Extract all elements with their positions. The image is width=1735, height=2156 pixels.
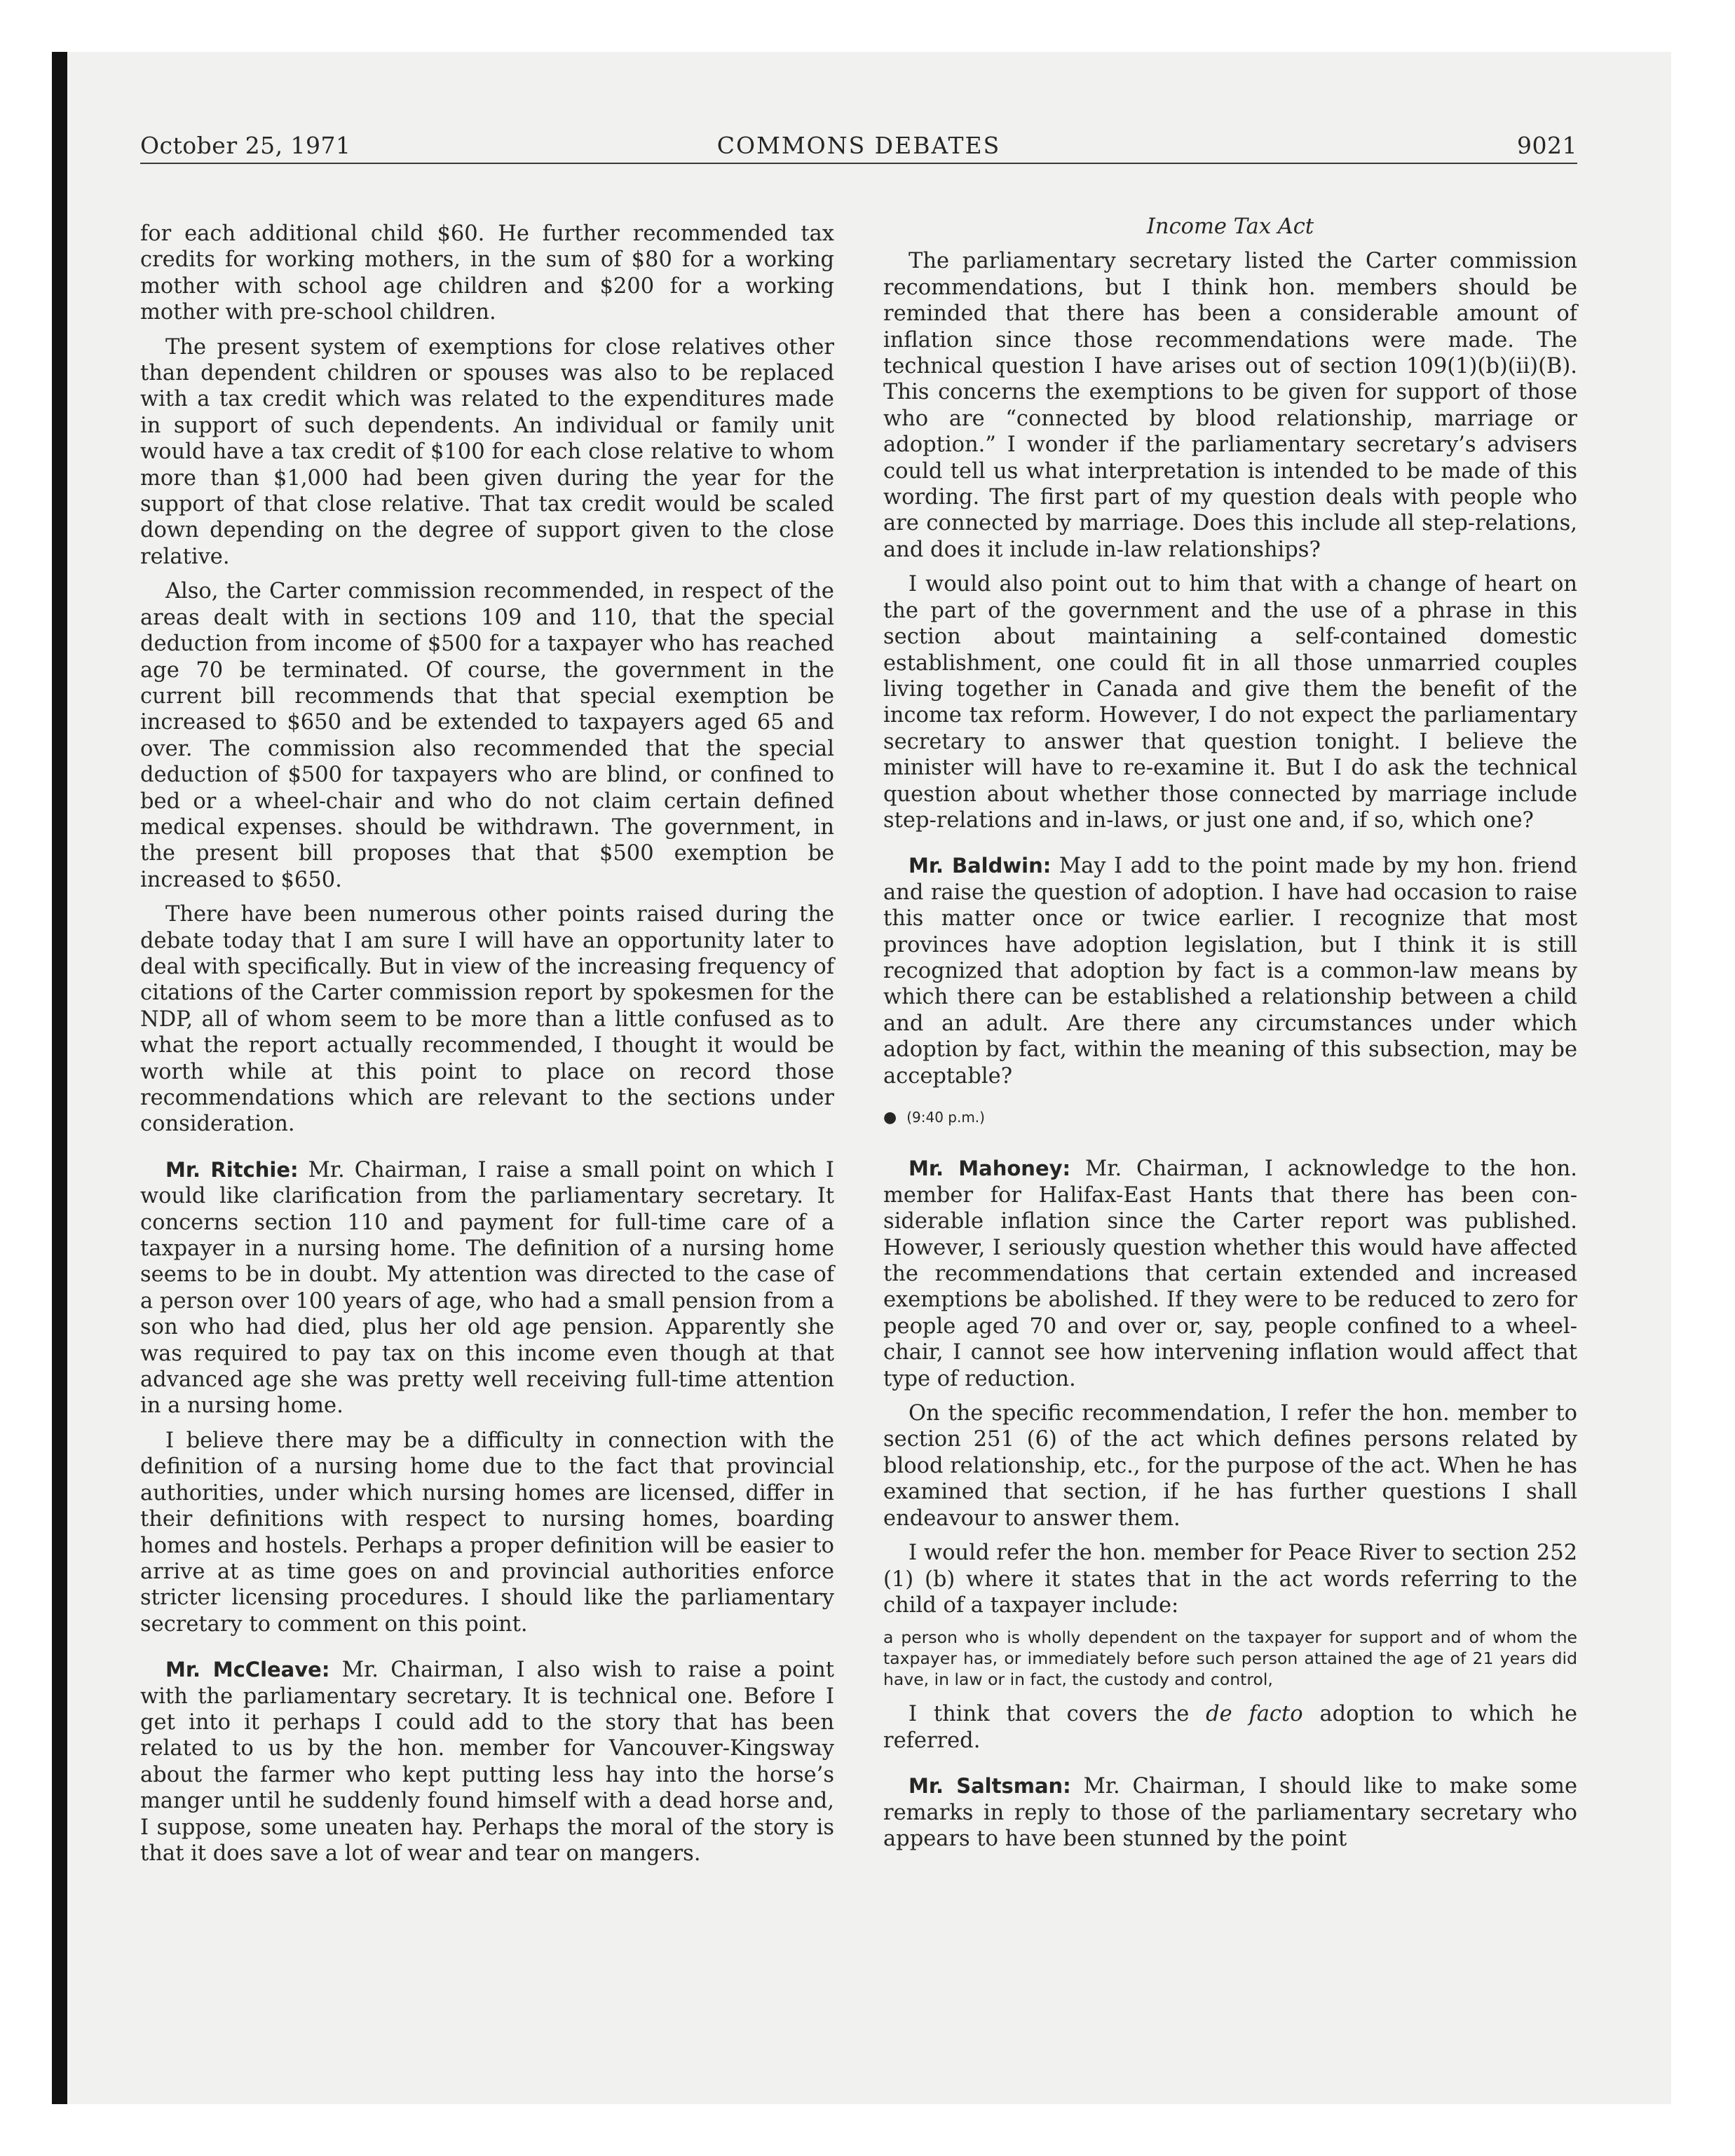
time-marker xyxy=(883,1105,1577,1131)
left-column xyxy=(140,221,834,1875)
paragraph: I would refer the hon. member for Peace River to section 252 (1) (b) where it states that in the act words referring to the child of a taxpayer include: xyxy=(883,1541,1577,1618)
header-date: October 25, 1971 xyxy=(140,132,351,159)
time-marker-text: (9:40 p.m.) xyxy=(906,1109,985,1126)
speaker-name: Mr. Baldwin: xyxy=(909,854,1052,878)
paragraph: Also, the Carter commission recommended, in respect of the areas dealt with in sections 109 and 110, that the special deduction from income of $500 for a taxpayer who has reached age 70 be terminated. Of course, the government in the current bill recommends that that special exemption be increased to $650 and be extended to taxpayers aged 65 and over. The commission also recommended that the special deduction of $500 for taxpayers who are blind, or confined to bed or a wheel-chair and who do not claim certain defined medical expenses. should be withdrawn. The government, in the present bill proposes that that $500 exemption be increased to $650. xyxy=(140,579,834,892)
paragraph: The parliamentary secretary listed the Carter commission recommendations, but I think hon. members should be reminded that there has been a considerable amount of inflation since those recommendations were made. The technical question I have arises out of section 109(1)(b)(ii)(B). This concerns the exemptions to be given for support of those who are “connected by blood relationship, marriage or adoption.” I wonder if the parliamentary secretary’s advisers could tell us what interpretation is intended to be made of this wording. The first part of my question deals with people who are connected by marriage. Does this include all step-relations, and does it include in-law relationships? xyxy=(883,249,1577,562)
header-publication: COMMONS DEBATES xyxy=(716,132,1001,159)
block-quote: a person who is wholly dependent on the taxpayer for support and of whom the taxpayer has, or immediately before such person attained the age of 21 years did have, in law or in fact, the custody and control, xyxy=(883,1628,1577,1690)
speaker-name: Mr. Ritchie: xyxy=(165,1157,299,1182)
section-heading: Income Tax Act xyxy=(1146,214,1314,239)
running-header xyxy=(140,126,1577,164)
speech-text: Mr. Chairman, I should like to make some remarks in reply to those of the parliamentary secretary who appears to have been stunned by the point xyxy=(883,1774,1577,1851)
paragraph xyxy=(883,1701,1577,1754)
hansard-page xyxy=(140,126,1577,2061)
speech-saltsman xyxy=(883,1773,1577,1852)
speech-ritchie xyxy=(140,1157,834,1419)
speech-mccleave xyxy=(140,1657,834,1867)
speech-text: Mr. Chairman, I raise a small point on which I would like clarification from the parliamentary secretary. It concerns section 110 and payment for full-time care of a taxpayer in a nursing home. The definition of a nursing home seems to be in doubt. My attention was directed to the case of a person over 100 years of age, who had a small pension from a son who had died, plus her old age pension. Apparently she was required to pay tax on this income even though at that advanced age she was pretty well receiving full-time attention in a nursing home. xyxy=(140,1157,834,1419)
speaker-name: Mr. Mahoney: xyxy=(909,1157,1071,1181)
speaker-name: Mr. McCleave: xyxy=(165,1658,330,1682)
paragraph: I believe there may be a difficulty in connection with the definition of a nursing home due to the fact that provincial authorities, under which nursing homes are licensed, differ in their definitions with respect to nursing homes, boarding homes and hostels. Perhaps a proper definition will be easier to arrive at as time goes on and provincial authorities enforce stricter licensing procedures. I should like the parliamentary secretary to comment on this point. xyxy=(140,1428,834,1637)
speech-mahoney xyxy=(883,1156,1577,1392)
paragraph: There have been numerous other points raised during the debate today that I am sure I will have an opportunity later to deal with specifically. But in view of the increasing frequency of citations of the Carter commission report by spokesmen for the NDP, all of whom seem to be more than a little confused as to what the report actually recommended, I thought it would be worth while at this point to place on record those recommendations which are relevant to the sections under consideration. xyxy=(140,902,834,1137)
right-column xyxy=(883,214,1577,1860)
text-run: adoption to which he referred. xyxy=(883,1702,1577,1753)
scan-border-edge xyxy=(52,52,67,2104)
speech-text: May I add to the point made by my hon. friend and raise the question of adoption. I have had occasion to raise this matter once or twice earlier. I recognize that most provinces have adoption legislation, but I think it is still recognized that adoption by fact is a common-law means by which there can be established a relationship between a child and an adult. Are there any circumstances under which adoption by fact, within the meaning of this subsection, may be acceptable? xyxy=(883,854,1577,1089)
paragraph: On the specific recommendation, I refer the hon. member to section 251 (6) of the act which defines persons related by blood relationship, etc., for the purpose of the act. When he has examined that section, if he has further questions I shall endeavour to answer them. xyxy=(883,1401,1577,1531)
speech-text: Mr. Chairman, I acknowledge to the hon. member for Halifax-East Hants that there has been considerable inflation since the Carter report was published. However, I seriously question whether this would have affected the recommendations that certain extended and increased exemptions be abolished. If they were to be reduced to zero for people aged 70 and over or, say, people confined to a wheel-chair, I cannot see how intervening inflation would affect that type of reduction. xyxy=(883,1157,1577,1391)
speech-baldwin xyxy=(883,853,1577,1089)
bullet-icon: ● xyxy=(883,1109,897,1126)
paragraph: I would also point out to him that with a change of heart on the part of the government and the use of a phrase in this section about maintaining a self-contained domestic establishment, one could fit in all those unmarried couples living together in Canada and give them the benefit of the income tax reform. However, I do not expect the parliamentary secretary to answer that question tonight. I believe the minister will have to re-examine it. But I do ask the technical question about whether those connected by marriage include step-relations and in-laws, or just one and, if so, which one? xyxy=(883,572,1577,833)
italic-term: de facto xyxy=(1206,1702,1303,1727)
speech-text: Mr. Chairman, I also wish to raise a point with the parliamentary secretary. It is technical one. Before I get into it perhaps I could add to the story that has been related to us by the hon. member for Vancouver-Kingsway about the farmer who kept putting less hay into the horse’s manger until he suddenly found himself with a dead horse and, I suppose, some uneaten hay. Perhaps the moral of the story is that it does save a lot of wear and tear on mangers. xyxy=(140,1658,834,1866)
speaker-name: Mr. Saltsman: xyxy=(909,1774,1071,1799)
text-run: I think that covers the xyxy=(909,1702,1206,1727)
header-page-number: 9021 xyxy=(1517,132,1577,159)
paragraph: The present system of exemptions for close relatives other than dependent children or spouses was also to be replaced with a tax credit which was related to the expenditures made in support of such dependents. An individual or family unit would have a tax credit of $100 for each close relative to whom more than $1,000 had been given during the year for the support of that close relative. That tax credit would be scaled down depending on the degree of support given to the close relative. xyxy=(140,334,834,569)
paragraph: for each additional child $60. He further recommended tax credits for working mothers, in the sum of $80 for a working mother with school age children and $200 for a working mother with pre-school children. xyxy=(140,221,834,325)
